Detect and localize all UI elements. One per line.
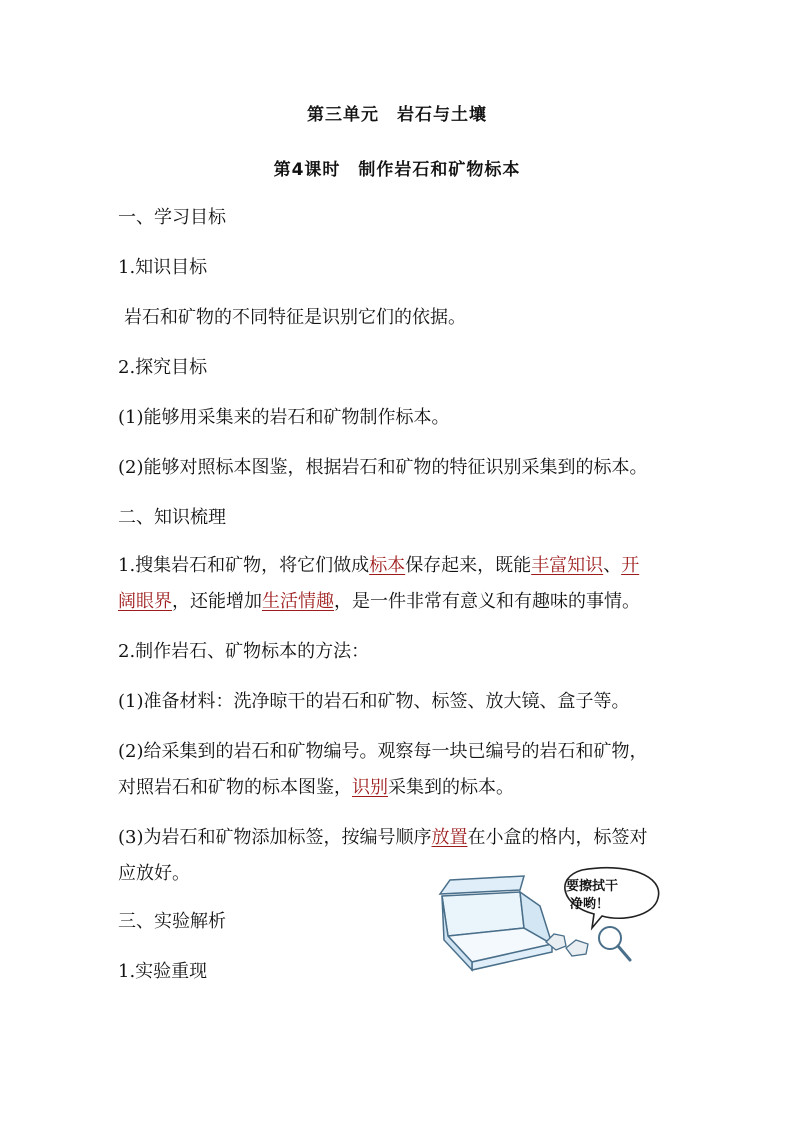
experiment-reproduction-heading: 1.实验重现 bbox=[118, 961, 208, 982]
method-item-3-line-1 bbox=[118, 820, 678, 856]
speech-bubble-line-2: 净哟！ bbox=[570, 897, 610, 912]
section-heading-knowledge-review: 二、知识梳理 bbox=[118, 507, 226, 528]
specimen-box-illustration bbox=[432, 866, 662, 976]
answer-blank: 放置 bbox=[431, 827, 468, 848]
text: 在小盒的格内，标签对 bbox=[467, 827, 648, 848]
text: ，还能增加 bbox=[172, 591, 262, 612]
paragraph-1-line-2 bbox=[118, 584, 678, 620]
answer-blank: 丰富知识 bbox=[531, 555, 604, 576]
text: ，是一件非常有意义和有趣味的事情。 bbox=[334, 591, 640, 612]
answer-blank: 阔眼界 bbox=[118, 591, 172, 612]
answer-blank: 开 bbox=[621, 555, 640, 576]
text: (3)为岩石和矿物添加标签，按编号顺序 bbox=[118, 827, 432, 848]
box-lid-icon bbox=[440, 876, 524, 894]
method-item-2-line-1: (2)给采集到的岩石和矿物编号。观察每一块已编号的岩石和矿物， bbox=[118, 741, 648, 762]
text: 对照岩石和矿物的标本图鉴， bbox=[118, 777, 352, 798]
section-heading-objectives: 一、学习目标 bbox=[118, 207, 226, 228]
text: 采集到的标本。 bbox=[388, 777, 514, 798]
knowledge-objective-text: 岩石和矿物的不同特征是识别它们的依据。 bbox=[124, 307, 466, 328]
inquiry-objective-heading: 2.探究目标 bbox=[118, 357, 208, 378]
method-heading: 2.制作岩石、矿物标本的方法： bbox=[118, 641, 370, 662]
answer-blank: 标本 bbox=[369, 555, 406, 576]
speech-bubble-line-1: 要擦拭干 bbox=[566, 879, 619, 894]
text: 1.搜集岩石和矿物，将它们做成 bbox=[118, 555, 370, 576]
method-item-1: (1)准备材料：洗净晾干的岩石和矿物、标签、放大镜、盒子等。 bbox=[118, 691, 630, 712]
method-item-3-line-2: 应放好。 bbox=[118, 863, 190, 884]
method-item-2-line-2 bbox=[118, 770, 678, 806]
knowledge-objective-heading: 1.知识目标 bbox=[118, 257, 208, 278]
paragraph-1-line-1 bbox=[118, 548, 678, 584]
specimen-box-drawing bbox=[432, 866, 662, 976]
section-heading-experiment: 三、实验解析 bbox=[118, 911, 226, 932]
inquiry-objective-item-1: (1)能够用采集来的岩石和矿物制作标本。 bbox=[118, 407, 450, 428]
rock-icon bbox=[566, 940, 588, 956]
text: 保存起来，既能 bbox=[405, 555, 532, 576]
text: 、 bbox=[603, 555, 622, 576]
answer-blank: 生活情趣 bbox=[262, 591, 334, 612]
unit-title: 第三单元 岩石与土壤 bbox=[307, 105, 487, 125]
lesson-title: 第4课时 制作岩石和矿物标本 bbox=[273, 160, 521, 180]
inquiry-objective-item-2: (2)能够对照标本图鉴，根据岩石和矿物的特征识别采集到的标本。 bbox=[118, 457, 648, 478]
magnifier-handle-icon bbox=[618, 946, 630, 960]
answer-blank: 识别 bbox=[352, 777, 388, 798]
